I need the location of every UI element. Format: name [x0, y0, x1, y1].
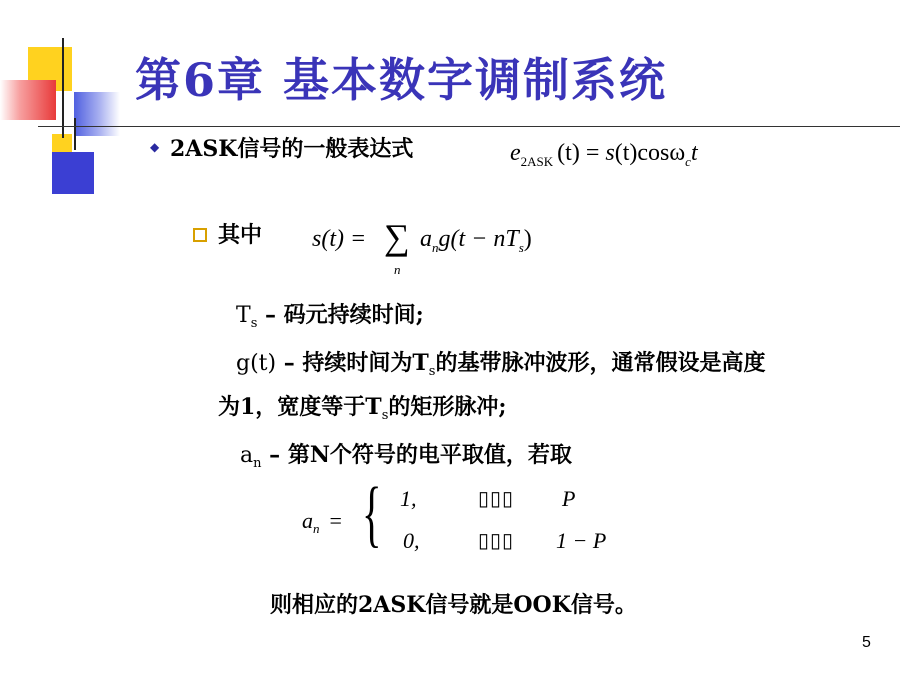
- bullet-1-text: 2ASK信号的一般表达式: [170, 136, 414, 162]
- decor-blue-square: [52, 152, 94, 194]
- piecewise-brace: {: [362, 473, 382, 555]
- sum-subscript: n: [394, 262, 401, 277]
- decor-vertical-line-2: [74, 118, 76, 150]
- gt-line-2: 为1，宽度等于$T_s$的矩形脉冲;: [218, 394, 507, 423]
- case-1-garbled-text: ▯▯▯: [478, 488, 515, 510]
- formula-s-t-rhs: $a_ng(t - nT_s)$: [420, 226, 532, 255]
- piecewise-lhs: $a_n$ =: [302, 508, 342, 536]
- decor-blue-gradient: [74, 92, 120, 136]
- case-2-prob: 1 − P: [556, 528, 607, 553]
- slide-title: 第6章 基本数字调制系统: [135, 53, 668, 107]
- decor-vertical-line: [62, 38, 64, 138]
- case-1-value: 1,: [400, 486, 417, 511]
- square-bullet-icon: [193, 228, 207, 242]
- formula-s-t: s(t) =: [312, 226, 367, 252]
- bullet-2-text: 其中: [218, 222, 263, 248]
- case-1-prob: P: [562, 486, 576, 511]
- case-2-garbled-text: ▯▯▯: [478, 530, 515, 552]
- sum-symbol: ∑: [384, 217, 410, 257]
- decor-red-gradient: [0, 80, 56, 120]
- an-line: $a_n$ – 第N个符号的电平取值，若取: [240, 442, 572, 471]
- title-underline: [38, 126, 900, 127]
- gt-line-1: g(t) – 持续时间为$T_s$的基带脉冲波形，通常假设是高度: [236, 350, 766, 379]
- formula-2ask: $e_{2ASK}$ (t) = s(t)cosω$_c$t: [510, 140, 698, 169]
- case-2-value: 0,: [403, 528, 420, 553]
- diamond-bullet-icon: ◆: [150, 140, 160, 154]
- ts-line: $T_s$ – 码元持续时间;: [236, 302, 424, 331]
- conclusion-text: 则相应的2ASK信号就是OOK信号。: [270, 592, 637, 618]
- page-number: 5: [862, 634, 871, 651]
